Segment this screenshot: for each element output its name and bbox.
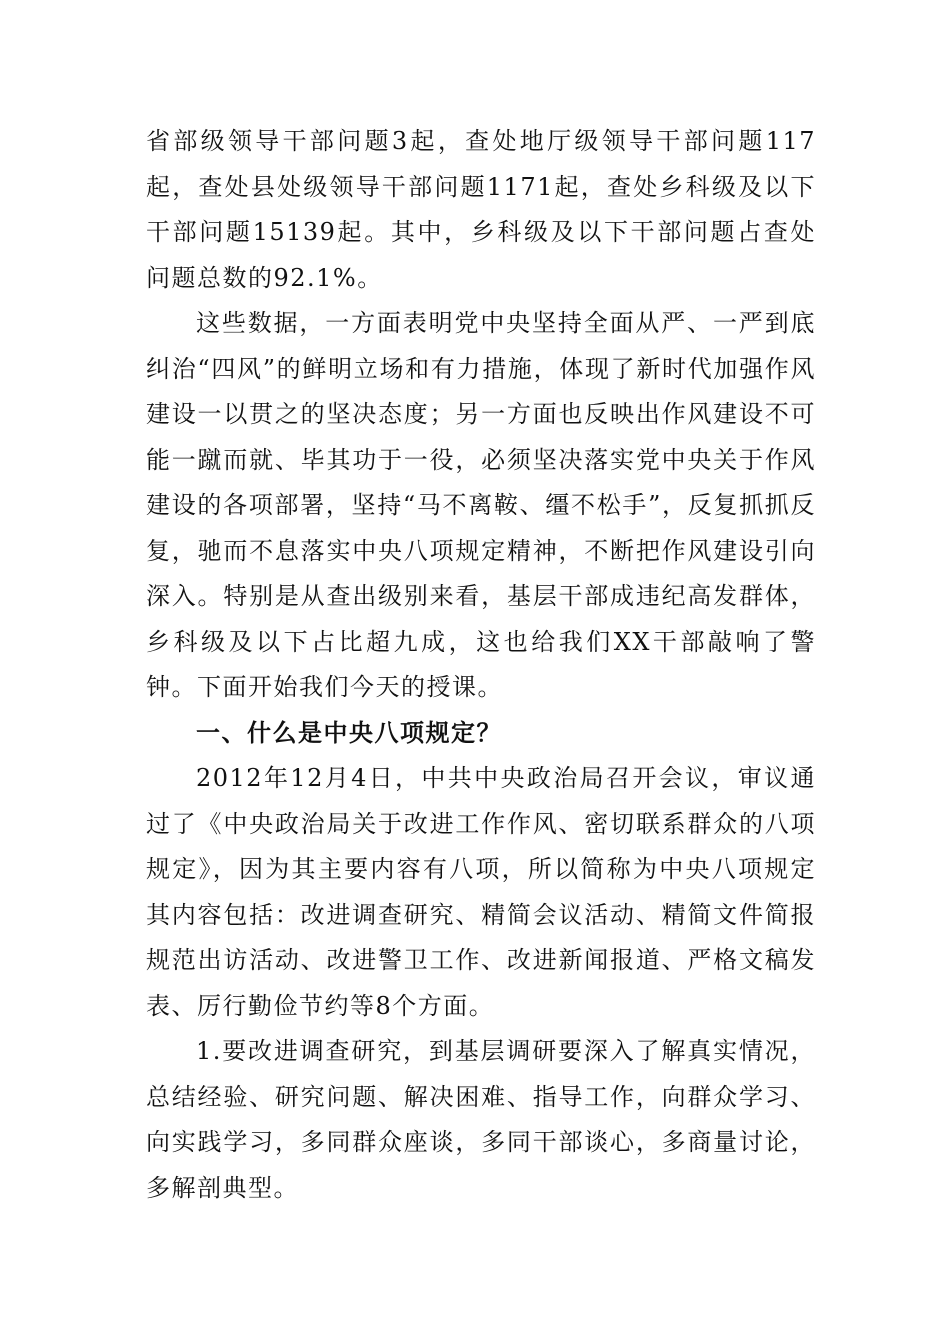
paragraph-definition: 2012年12月4日，中共中央政治局召开会议，审议通过了《中央政治局关于改进工作作风、密切联系群众的八项规定》，因为其主要内容有八项，所以简称为中央八项规定其内容包括：改进调查研究、精简会议活动、精简文件简报规范出访活动、改进警卫工作、改进新闻报道、严格文稿发表、厉行勤俭节约等8个方面。 — [146, 764, 816, 1020]
paragraph-statistics: 省部级领导干部问题3起，查处地厅级领导干部问题117起，查处县处级领导干部问题1171起，查处乡科级及以下干部问题15139起。其中，乡科级及以下干部问题占查处问题总数的92.1%。 — [146, 127, 816, 292]
section-heading: 一、什么是中央八项规定？ — [196, 718, 502, 747]
paragraph-analysis: 这些数据，一方面表明党中央坚持全面从严、一严到底纠治“四风”的鲜明立场和有力措施，体现了新时代加强作风建设一以贯之的坚决态度；另一方面也反映出作风建设不可能一蹴而就、毕其功于一役，必须坚决落实党中央关于作风建设的各项部署，坚持“马不离鞍、缰不松手”，反复抓抓反复，驰而不息落实中央八项规定精神，不断把作风建设引向深入。特别是从查出级别来看，基层干部成违纪高发群体，乡科级及以下占比超九成，这也给我们XX干部敲响了警钟。下面开始我们今天的授课。 — [146, 309, 816, 701]
paragraph-item-1: 1.要改进调查研究，到基层调研要深入了解真实情况，总结经验、研究问题、解决困难、指导工作，向群众学习、向实践学习，多同群众座谈，多同干部谈心，多商量讨论，多解剖典型。 — [146, 1037, 816, 1202]
document-body — [146, 119, 816, 1211]
